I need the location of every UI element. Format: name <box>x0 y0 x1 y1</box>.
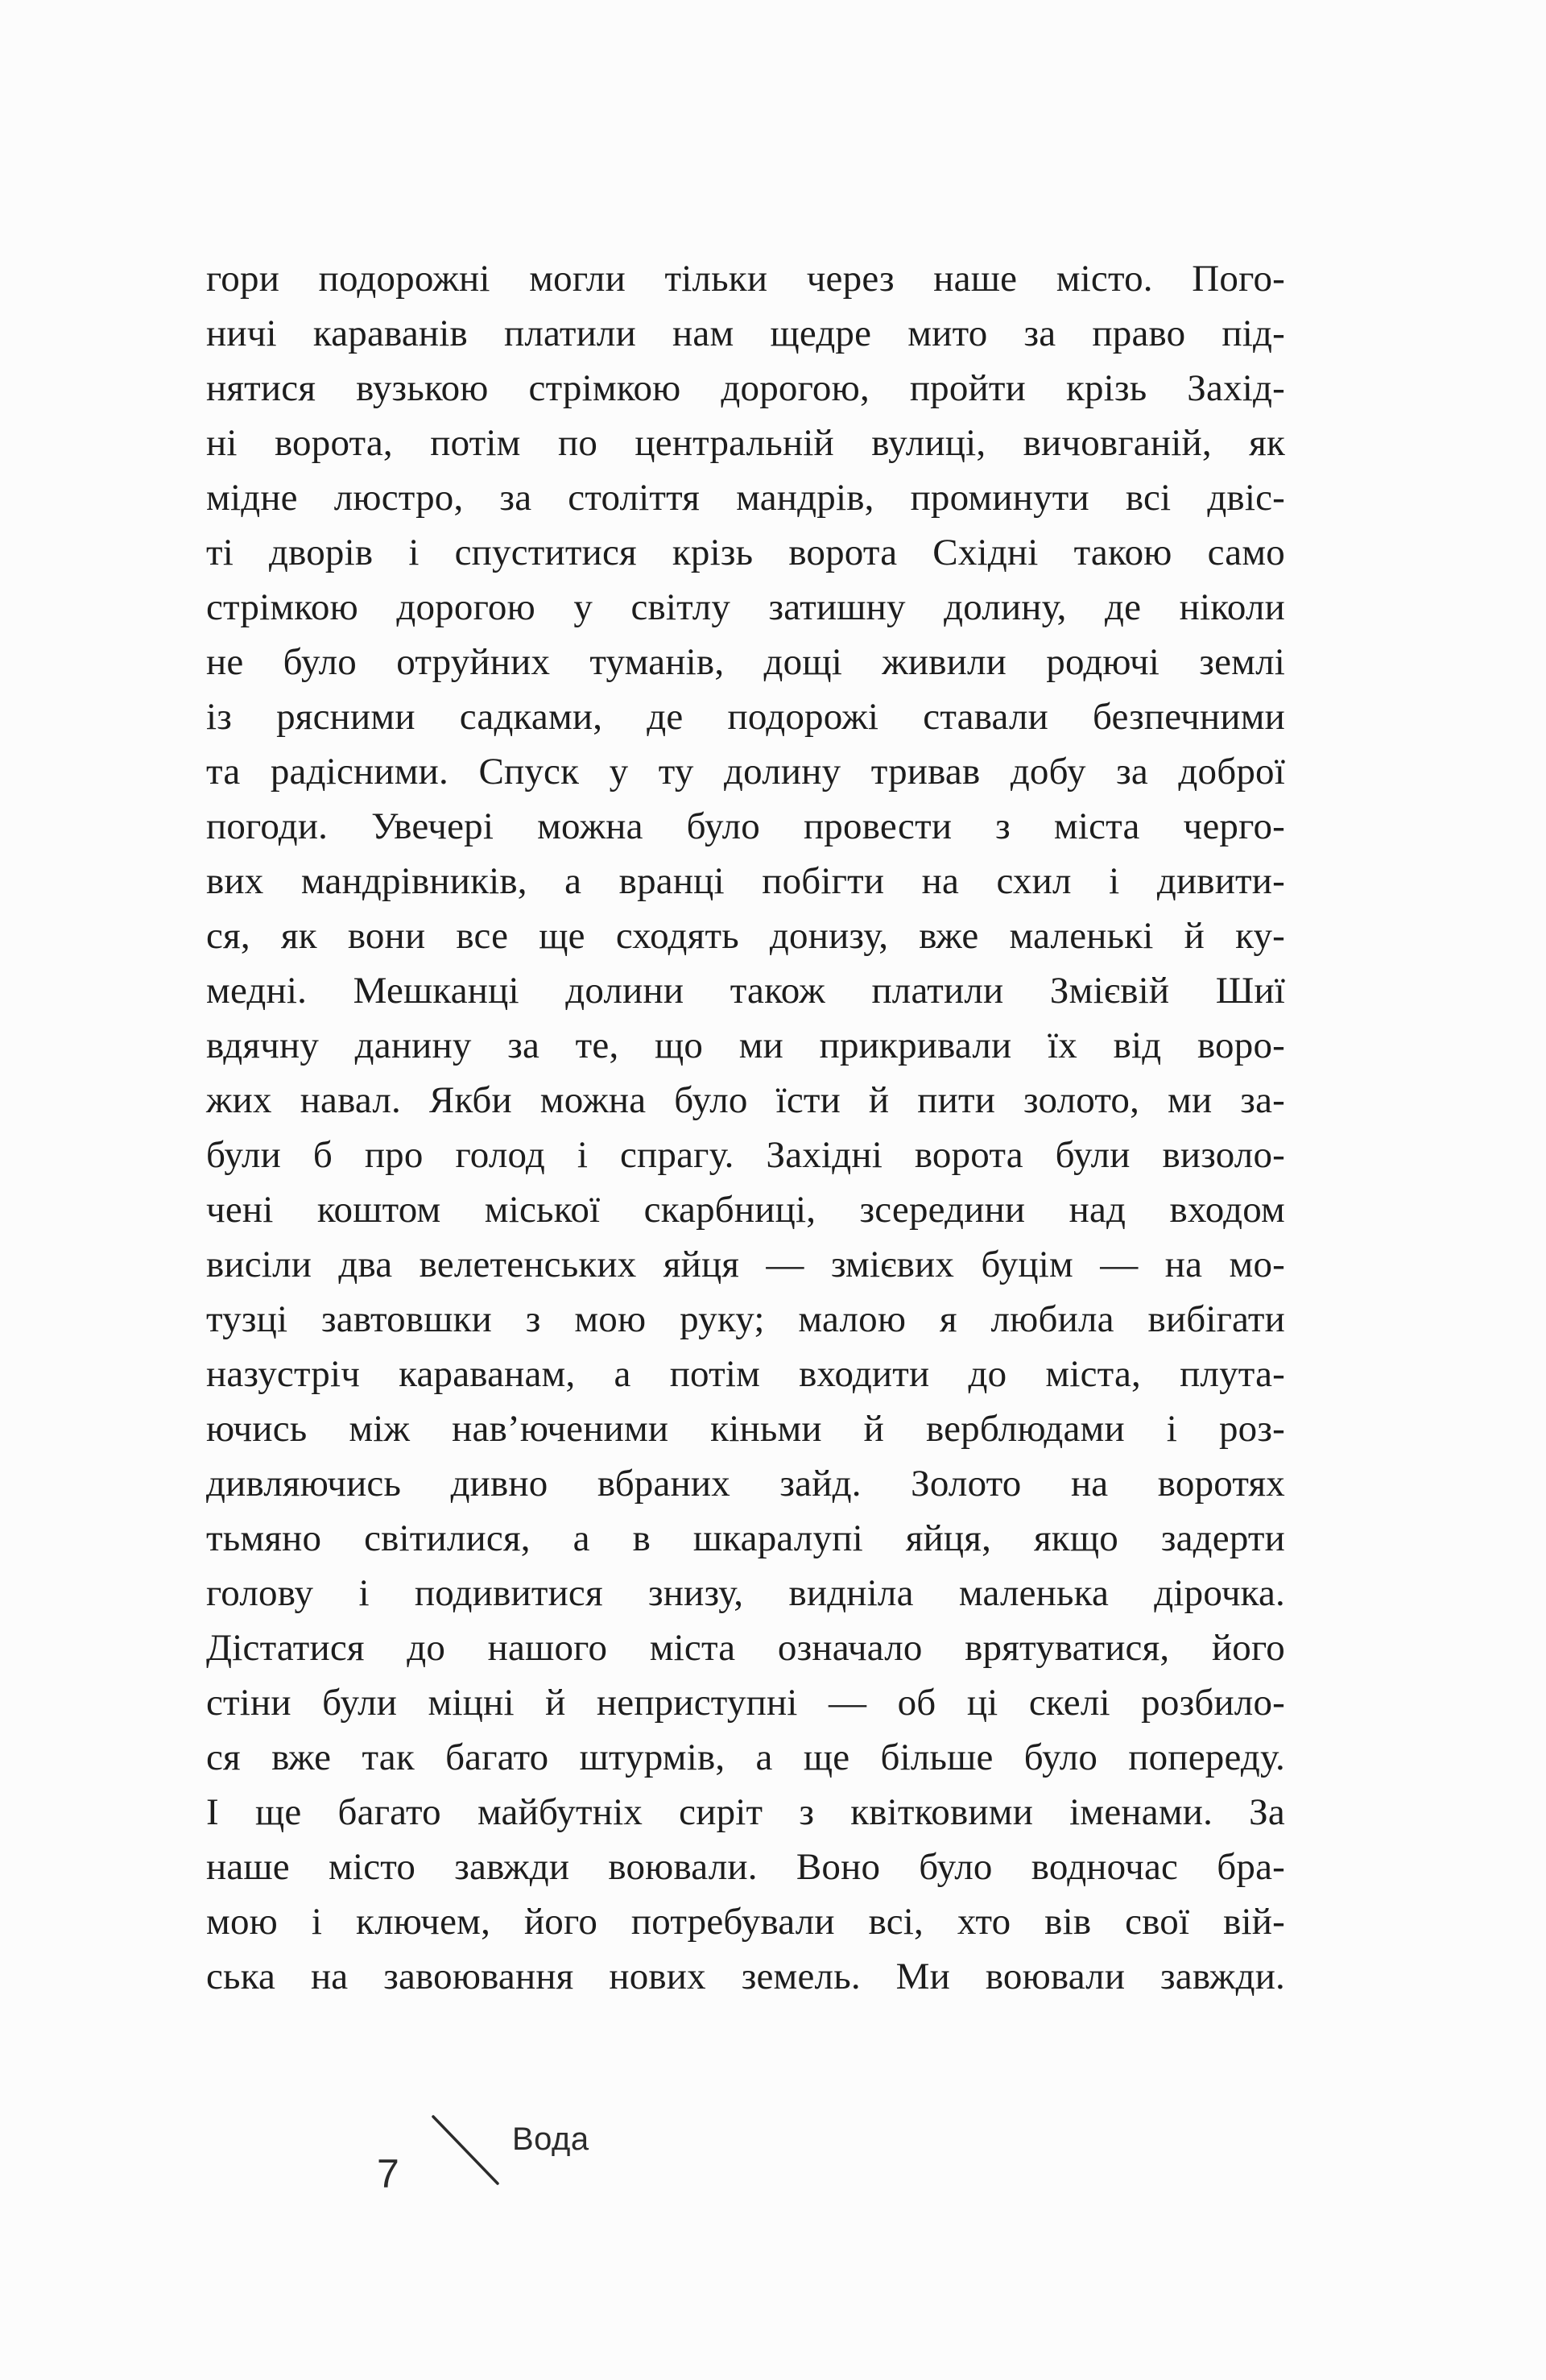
text-line: тьмяно світилися, а в шкаралупі яйця, якщо задерти <box>206 1517 1285 1559</box>
text-line: були б про голод і спрагу. Західні ворота були визоло- <box>206 1134 1285 1176</box>
text-line: наше місто завжди воювали. Воно було водночас бра- <box>206 1846 1285 1888</box>
text-line: Дістатися до нашого міста означало врятуватися, його <box>206 1627 1285 1669</box>
text-line: жих навал. Якби можна було їсти й пити золото, ми за- <box>206 1079 1285 1121</box>
text-line: нятися вузькою стрімкою дорогою, пройти крізь Захід- <box>206 367 1285 409</box>
page-number: 7 <box>377 2151 399 2196</box>
text-line: ська на завоювання нових земель. Ми воювали завжди. <box>206 1956 1285 1997</box>
text-line: вдячну данину за те, що ми прикривали їх від воро- <box>206 1024 1285 1066</box>
text-line: І ще багато майбутніх сиріт з квітковими іменами. За <box>206 1791 1285 1833</box>
text-line: вих мандрівників, а вранці побігти на схил і дивити- <box>206 860 1285 902</box>
text-line: ті дворів і спуститися крізь ворота Східні такою само <box>206 532 1285 573</box>
text-line: висіли два велетенських яйця — змієвих буцім — на мо- <box>206 1244 1285 1285</box>
text-line: ся, як вони все ще сходять донизу, вже маленькі й ку- <box>206 915 1285 957</box>
text-line: погоди. Увечері можна було провести з міста черго- <box>206 805 1285 847</box>
text-line: не було отруйних туманів, дощі живили родючі землі <box>206 641 1285 683</box>
footer-divider-line <box>425 2109 506 2192</box>
text-line: ючись між нав’юченими кіньми й верблюдами і роз- <box>206 1408 1285 1450</box>
running-title: Вода <box>512 2121 589 2157</box>
text-line: назустріч караванам, а потім входити до міста, плута- <box>206 1353 1285 1395</box>
text-line: стіни були міцні й неприступні — об ці скелі розбило- <box>206 1682 1285 1724</box>
text-line: дивляючись дивно вбраних зайд. Золото на воротях <box>206 1463 1285 1505</box>
text-line: мідне люстро, за століття мандрів, проминути всі двіс- <box>206 477 1285 519</box>
text-line: гори подорожні могли тільки через наше місто. Пого- <box>206 258 1285 300</box>
text-line: ничі караванів платили нам щедре мито за право під- <box>206 313 1285 354</box>
body-text-block <box>206 251 1285 2004</box>
text-line: стрімкою дорогою у світлу затишну долину, де ніколи <box>206 586 1285 628</box>
text-line: мою і ключем, його потребували всі, хто вів свої вій- <box>206 1901 1285 1943</box>
text-line: медні. Мешканці долини також платили Змієвій Шиї <box>206 970 1285 1012</box>
text-line: голову і подивитися знизу, видніла маленька дірочка. <box>206 1572 1285 1614</box>
text-line: тузці завтовшки з мою руку; малою я любила вибігати <box>206 1298 1285 1340</box>
text-line: та радісними. Спуск у ту долину тривав добу за доброї <box>206 751 1285 793</box>
text-line: із рясними садками, де подорожі ставали безпечними <box>206 696 1285 738</box>
text-line: ні ворота, потім по центральній вулиці, вичовганій, як <box>206 422 1285 464</box>
text-line: ся вже так багато штурмів, а ще більше було попереду. <box>206 1736 1285 1778</box>
text-line: чені коштом міської скарбниці, зсередини над входом <box>206 1189 1285 1231</box>
